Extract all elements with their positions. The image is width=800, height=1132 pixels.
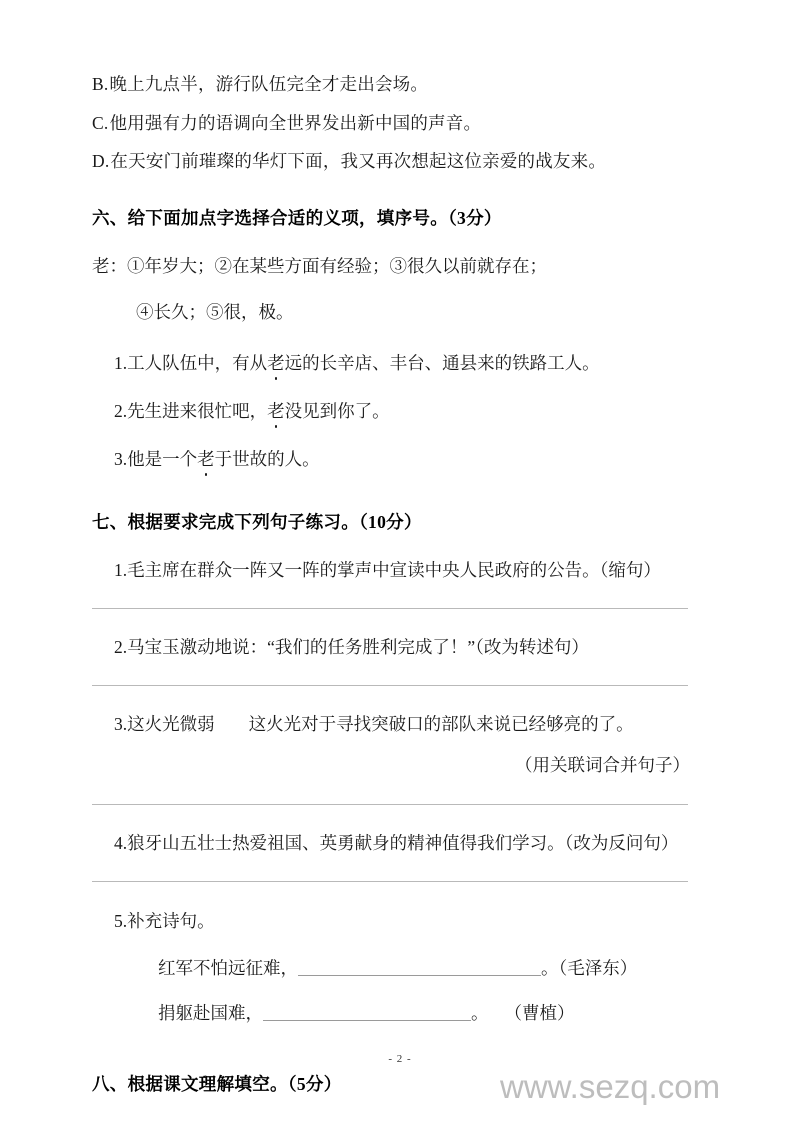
- answer-rule-3[interactable]: [92, 804, 688, 805]
- section-six-definition-line-2: ④长久；⑤很，极。: [136, 301, 294, 322]
- section-seven-question-5-number: 5.: [114, 910, 128, 931]
- choice-option-d-label: D.: [92, 151, 110, 171]
- section-seven-question-3-part-2: 这火光对于寻找突破口的部队来说已经够亮的了。: [248, 713, 634, 734]
- answer-rule-1[interactable]: [92, 608, 688, 609]
- section-seven-question-4-text: 狼牙山五壮士热爱祖国、英勇献身的精神值得我们学习。（改为反问句）: [127, 832, 679, 853]
- section-seven-question-5: [92, 908, 692, 933]
- section-seven-question-3-number: 3.: [114, 713, 128, 734]
- answer-rule-4[interactable]: [92, 881, 688, 882]
- poem-line-2-blank[interactable]: [263, 1003, 471, 1021]
- choice-option-c: [92, 112, 692, 133]
- section-six-item-3-post: 于世故的人。: [214, 448, 320, 469]
- section-six-item-3-dotted-char: 老: [197, 446, 215, 471]
- section-seven-question-2-number: 2.: [114, 636, 128, 657]
- section-six-item-1: [92, 350, 692, 375]
- page-number: - 2 -: [388, 1053, 412, 1065]
- section-six-item-2-number: 2.: [114, 400, 128, 421]
- section-six-item-1-number: 1.: [114, 352, 128, 373]
- section-seven-question-5-text: 补充诗句。: [127, 910, 215, 931]
- poem-line-1: [92, 955, 692, 980]
- choice-option-d-text: 在天安门前璀璨的华灯下面，我又再次想起这位亲爱的战友来。: [110, 151, 607, 171]
- section-six-item-1-post: 远的长辛店、丰台、通县来的铁路工人。: [284, 352, 600, 373]
- section-seven-question-2: [92, 634, 692, 659]
- section-eight-heading: 八、根据课文理解填空。（5分）: [92, 1073, 342, 1094]
- section-six-item-2: [92, 398, 692, 423]
- section-seven-question-4: [92, 830, 692, 855]
- section-seven-question-1-text: 毛主席在群众一阵又一阵的掌声中宣读中央人民政府的公告。（缩句）: [127, 559, 661, 580]
- page-content: [92, 76, 692, 1096]
- section-six-item-2-pre: 先生进来很忙吧，: [127, 400, 268, 421]
- section-seven-question-1: [92, 557, 692, 582]
- section-six-item-3-pre: 他是一个: [127, 448, 198, 469]
- site-watermark: www.sezq.com: [500, 1068, 721, 1105]
- section-six-item-1-dotted-char: 老: [267, 350, 285, 375]
- poem-line-2-text: 捐躯赴国难，: [158, 1002, 263, 1023]
- poem-line-2-period: 。: [471, 1002, 489, 1023]
- poem-line-1-text: 红军不怕远征难，: [158, 957, 298, 978]
- choice-option-d: [92, 153, 692, 171]
- poem-line-1-author: 。（毛泽东）: [541, 957, 638, 978]
- section-six-definition-line-1: 老：①年岁大；②在某些方面有经验；③很久以前就存在；: [92, 255, 547, 276]
- section-seven-question-3-note: （用关联词合并句子）: [515, 754, 690, 775]
- section-six-heading: 六、给下面加点字选择合适的义项，填序号。（3分）: [92, 207, 502, 228]
- section-seven-question-3-part-1: 这火光微弱: [127, 713, 215, 734]
- choice-option-b-label: B.: [92, 74, 109, 94]
- section-six-item-2-post: 没见到你了。: [284, 400, 390, 421]
- choice-option-b: [92, 76, 692, 94]
- poem-line-2-author: （曹植）: [504, 1002, 575, 1023]
- section-seven-question-3: [92, 711, 692, 736]
- section-six-item-3: [92, 446, 692, 471]
- section-seven-question-1-number: 1.: [114, 559, 128, 580]
- section-six-item-1-pre: 工人队伍中，有从: [127, 352, 268, 373]
- section-seven-question-2-text: 马宝玉激动地说：“我们的任务胜利完成了！”（改为转述句）: [127, 636, 589, 657]
- section-six-item-3-number: 3.: [114, 448, 128, 469]
- answer-rule-2[interactable]: [92, 685, 688, 686]
- choice-option-c-text: 他用强有力的语调向全世界发出新中国的声音。: [109, 112, 482, 133]
- poem-line-1-blank[interactable]: [298, 958, 541, 976]
- poem-line-2: [92, 1000, 692, 1025]
- section-seven-heading: 七、根据要求完成下列句子练习。（10分）: [92, 511, 422, 532]
- section-six-item-2-dotted-char: 老: [267, 398, 285, 423]
- section-seven-question-4-number: 4.: [114, 832, 128, 853]
- choice-option-c-label: C.: [92, 112, 109, 133]
- choice-option-b-text: 晚上九点半，游行队伍完全才走出会场。: [109, 74, 429, 94]
